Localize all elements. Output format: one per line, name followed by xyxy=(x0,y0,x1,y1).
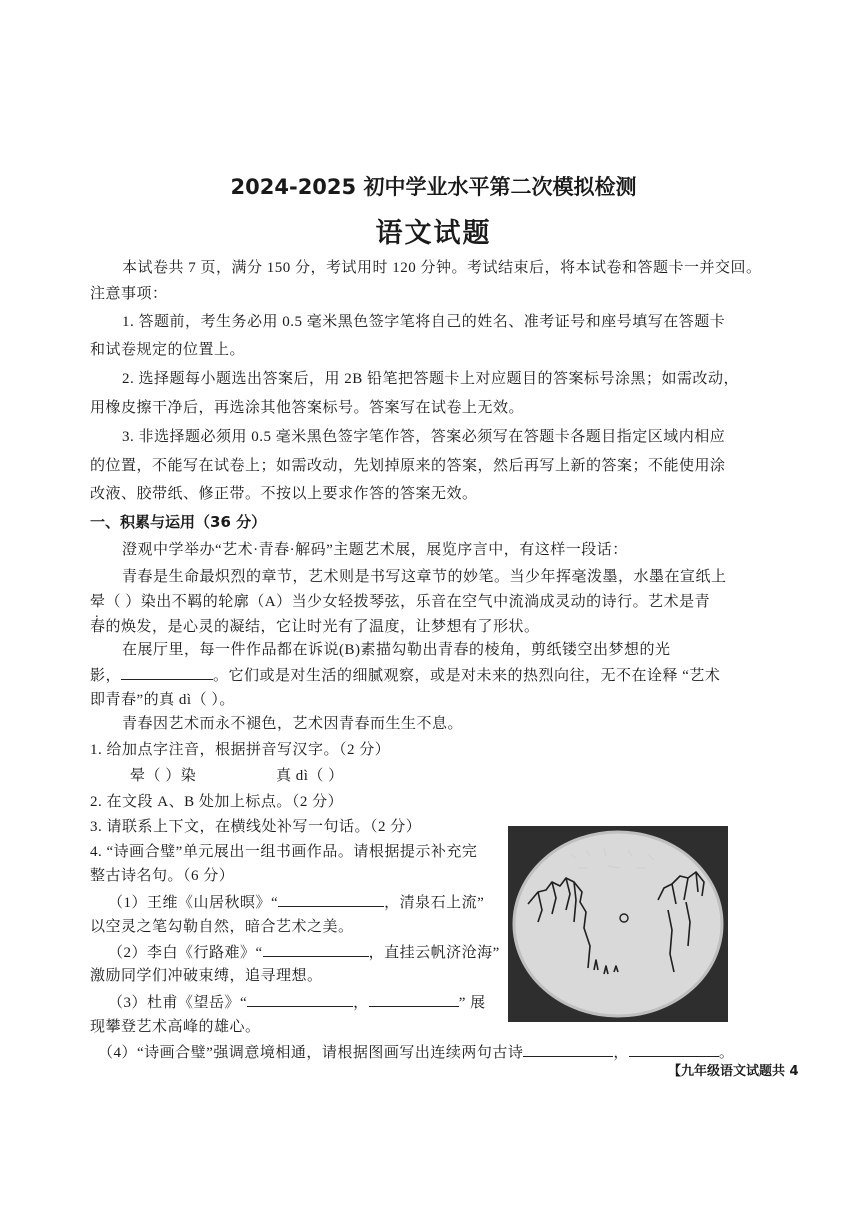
question-2: 2. 在文段 A、B 处加上标点。（2 分） xyxy=(90,794,344,810)
answer-blank[interactable] xyxy=(369,992,459,1007)
question-1: 1. 给加点字注音，根据拼音写汉字。（2 分） xyxy=(90,742,391,758)
answer-blank[interactable] xyxy=(263,942,369,957)
ink-painting-image xyxy=(508,826,728,1022)
passage-line xyxy=(90,592,710,612)
question-4-2-cont: 激励同学们冲破束缚，追寻理想。 xyxy=(90,968,323,984)
page-title: 2024-2025 初中学业水平第二次模拟检测 xyxy=(230,175,637,199)
passage-text: 影， xyxy=(90,668,122,684)
dotted-char: 晕 xyxy=(90,594,106,610)
notice-item-2-cont: 用橡皮擦干净后，再选涂其他答案标号。答案写在试卷上无效。 xyxy=(90,400,525,416)
q-text: ，清泉石上流” xyxy=(384,895,485,911)
section-heading: 一、积累与运用（36 分） xyxy=(90,513,267,531)
question-4-1 xyxy=(108,892,484,913)
question-4: 4. “诗画合璧”单元展出一组书画作品。请根据提示补充完 xyxy=(90,844,478,860)
notice-label: 注意事项： xyxy=(90,286,168,302)
q-text: （4）“诗画合璧”强调意境相通，请根据图画写出连续两句古诗 xyxy=(98,1045,524,1061)
notice-item-3: 3. 非选择题必须用 0.5 毫米黑色签字笔作答，答案必须写在答题卡各题目指定区域内相应 xyxy=(122,429,726,445)
passage-text: （ ）染出不羁的轮廓（A）当少女轻拨琴弦，乐音在空气中流淌成灵动的诗行。艺术是青 xyxy=(105,594,711,610)
passage-text: 。它们或是对生活的细腻观察，或是对未来的热烈向往，无不在诠释 “艺术 xyxy=(213,668,721,684)
question-4-4 xyxy=(98,1042,734,1063)
section-lead: 澄观中学举办“艺术·青春·解码”主题艺术展，展览序言中，有这样一段话： xyxy=(122,542,628,558)
question-1-sub: 真 dì（ ） xyxy=(276,768,344,784)
passage-line: 春的焕发，是心灵的凝结，它让时光有了温度，让梦想有了形状。 xyxy=(90,619,540,635)
question-4-1-cont: 以空灵之笔勾勒自然，暗合艺术之美。 xyxy=(90,919,354,935)
question-4-3-cont: 现攀登艺术高峰的雄心。 xyxy=(90,1019,261,1035)
intro-paragraph: 本试卷共 7 页，满分 150 分，考试用时 120 分钟。考试结束后，将本试卷和答题卡一并交回。 xyxy=(122,260,762,276)
answer-blank[interactable] xyxy=(523,1042,613,1057)
notice-item-1-cont: 和试卷规定的位置上。 xyxy=(90,342,246,358)
q-text: ， xyxy=(613,1045,629,1061)
passage-line: 青春因艺术而永不褪色，艺术因青春而生生不息。 xyxy=(122,716,464,732)
q-text: ，直挂云帆济沧海” xyxy=(368,945,500,961)
notice-item-1: 1. 答题前，考生务必用 0.5 毫米黑色签字笔将自己的姓名、准考证号和座号填写在答题卡 xyxy=(122,314,726,330)
answer-blank[interactable] xyxy=(278,892,384,907)
q-text: 。 xyxy=(718,1045,735,1061)
page-footer: 【九年级语文试题共 4 xyxy=(668,1064,799,1079)
passage-line: 青春是生命最炽烈的章节，艺术则是书写这章节的妙笔。当少年挥毫泼墨，水墨在宣纸上 xyxy=(122,569,727,585)
passage-line xyxy=(90,665,720,686)
question-4-2 xyxy=(108,942,500,963)
answer-blank[interactable] xyxy=(247,992,353,1007)
question-4-cont: 整古诗名句。（6 分） xyxy=(90,868,235,884)
q-text: ” 展 xyxy=(458,995,486,1011)
moon-landscape-illustration xyxy=(508,826,728,1022)
q-text: （2）李白《行路难》“ xyxy=(108,945,263,961)
answer-blank[interactable] xyxy=(121,665,213,680)
q-text: （3）杜甫《望岳》“ xyxy=(108,995,248,1011)
passage-line: 即青春”的真 dì（ ）。 xyxy=(90,692,235,708)
q-text: （1）王维《山居秋暝》“ xyxy=(108,895,279,911)
answer-blank[interactable] xyxy=(629,1042,719,1057)
question-4-3 xyxy=(108,992,486,1013)
notice-item-3-cont: 的位置，不能写在试卷上；如需改动，先划掉原来的答案，然后再写上新的答案；不能使用涂 xyxy=(90,458,726,474)
page-subtitle: 语文试题 xyxy=(375,218,492,249)
notice-item-2: 2. 选择题每小题选出答案后，用 2B 铅笔把答题卡上对应题目的答案标号涂黑；如需改动， xyxy=(122,371,740,387)
question-1-sub: 晕（ ）染 xyxy=(130,768,197,784)
question-3: 3. 请联系上下文，在横线处补写一句话。（2 分） xyxy=(90,819,422,835)
q-text: ， xyxy=(353,995,369,1011)
passage-line: 在展厅里，每一件作品都在诉说(B)素描勾勒出青春的棱角，剪纸镂空出梦想的光 xyxy=(122,642,671,658)
notice-item-3-cont2: 改液、胶带纸、修正带。不按以上要求作答的答案无效。 xyxy=(90,486,478,502)
